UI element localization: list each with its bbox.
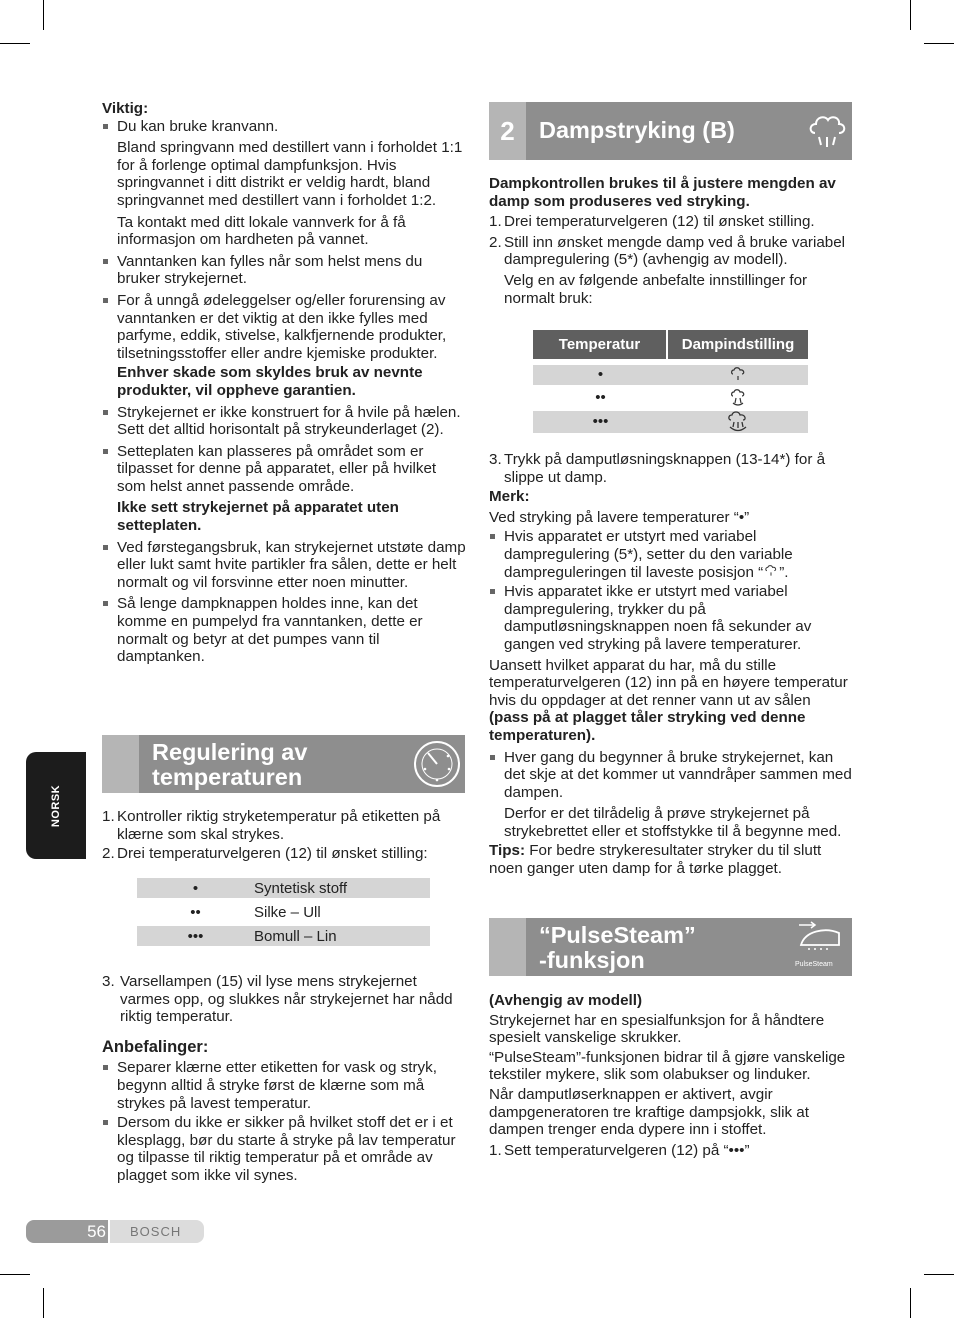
merk-list <box>489 528 854 653</box>
anbefalinger-heading: Anbefalinger: <box>102 1037 209 1056</box>
list-item: For å unngå ødeleggelser og/eller forurensing av vanntanken er det viktig at den ikke fylles med parfyme, eddik, stivelse, kalkfjernende produkter, tilsetningsstoffer eller andre kjemiske produkter. Enhver skade som skyldes bruk av nevnte produkter, vil oppheve garantien. <box>102 292 467 400</box>
crop-mark <box>0 1274 30 1275</box>
section-stub <box>102 735 139 793</box>
section-title: Regulering av temperaturen <box>152 739 308 790</box>
table-row <box>137 902 430 922</box>
list-item: Hver gang du begynner å bruke strykejernet, kan det skje at det kommer ut vanndråper sammen med dampen. Derfor er det tilrådelig å prøve strykejernet på strykebrettet eller et stoffstykke til å begynne med. <box>489 749 854 841</box>
table-cell-dots: ••• <box>137 926 254 946</box>
table-cell-fabric: Bomull – Lin <box>254 926 430 946</box>
list-item: Vanntanken kan fylles når som helst mens du bruker strykejernet. <box>102 253 467 288</box>
table-header-temp: Temperatur <box>533 330 666 359</box>
list-item: 3. Varsellampen (15) vil lyse mens strykejernet varmes opp, og slukkes når strykejernet har nådd riktig temperatur. <box>102 973 453 1026</box>
crop-mark <box>910 1288 911 1318</box>
brand-label: BOSCH <box>130 1224 182 1239</box>
list-item: 3. Trykk på damputløsningsknappen (13-14*) for å slippe ut damp. <box>489 451 826 486</box>
table-cell-dots: • <box>137 878 254 898</box>
list-item: Setteplaten kan plasseres på området som er tilpasset for denne på apparatet, eller på hvilket som helst annet passende område. Ikke sett strykejernet på apparatet uten setteplaten. <box>102 443 467 535</box>
table-cell-fabric: Syntetisk stoff <box>254 878 430 898</box>
list-item: Så lenge dampknappen holdes inne, kan det komme en pumpelyd fra vanntanken, dette er normalt og betyr at det pumpes vann til damptanken. <box>102 595 467 665</box>
avhengig-text: (Avhengig av modell) <box>489 992 643 1009</box>
language-tab <box>26 752 86 859</box>
list-item: 2. Drei temperaturvelgeren (12) til ønsket stilling: <box>102 845 428 863</box>
list-item: Strykejernet er ikke konstruert for å hvile på hælen. Sett det alltid horisontalt på strykeunderlaget (2). <box>102 404 467 439</box>
table-cell-fabric: Silke – Ull <box>254 903 321 921</box>
steam-table <box>533 330 808 433</box>
crop-mark <box>910 0 911 30</box>
section-number: 2 <box>489 102 526 160</box>
right-column-bottom: (Avhengig av modell) Strykejernet har en spesialfunksjon for å håndtere spesielt vanskelige skrukker. “PulseSteam”-funksjonen bidrar til å gjøre vanskelige tekstiler mykere, slik som olabukser og linduker. Når damputløserknappen er aktivert, avgir dampgeneratoren tre kraftige dampsjokk, slik at dampen trenger enda dypere inn i stoffet. 1. Sett temperaturvelgeren (12) på “•••” <box>489 992 854 1159</box>
pulsesteam-iron-icon <box>795 921 845 969</box>
section-title: “PulseSteam” -funksjon <box>539 922 696 973</box>
uansett-paragraph: Uansett hvilket apparat du har, må du stille temperaturvelgeren (12) inn på en høyere temperatur hvis du oppdager at det renner vann ut av sålen (pass på at plagget tåler stryking ved denne temperaturen). <box>489 656 848 744</box>
crop-mark <box>0 43 30 44</box>
list-item: 1. Kontroller riktig stryketemperatur på etiketten på klærne som skal strykes. <box>102 808 441 843</box>
table-row <box>137 878 430 898</box>
viktig-list <box>102 118 467 666</box>
crop-mark <box>43 1288 44 1318</box>
section-header-pulsesteam <box>489 918 852 976</box>
left-column-bottom <box>102 973 467 1185</box>
crop-mark <box>43 0 44 30</box>
table-row: • <box>533 365 808 385</box>
temperature-dial-icon <box>412 739 462 794</box>
steam-medium-icon <box>668 388 808 408</box>
right-column-top <box>489 175 854 307</box>
list-item: Ved førstegangsbruk, kan strykejernet utstøte damp eller lukt samt hvite partikler fra sålen, dette er helt normalt og vil forsvinne etter noen minutter. <box>102 539 467 592</box>
list-item: 2. Still inn ønsket mengde damp ved å bruke variabel dampregulering (5*) (avhengig av modell). Velg en av følgende anbefalte innstillinger for normalt bruk: <box>489 233 846 307</box>
steam-low-icon <box>763 565 779 578</box>
language-tab-label: NORSK <box>50 784 62 828</box>
table-row: •• <box>533 388 808 408</box>
temperature-steps <box>102 808 467 863</box>
list-item: 1. Drei temperaturvelgeren (12) til ønsket stilling. <box>489 213 815 231</box>
viktig-heading: Viktig: <box>102 100 149 117</box>
table-header <box>533 330 808 359</box>
list-item: Dersom du ikke er sikker på hvilket stoff det er i et klesplagg, bør du starte å stryke på lav temperatur og tilpasse til riktig temperatur på et område av plagget som ikke vil synes. <box>102 1114 467 1184</box>
table-header-steam: Dampindstilling <box>668 330 808 359</box>
temperature-table <box>137 874 430 950</box>
section-stub <box>489 918 526 976</box>
section-header-temperature <box>102 735 465 793</box>
section-header-steam <box>489 102 852 160</box>
list-item: 1. Sett temperaturvelgeren (12) på “•••” <box>489 1141 750 1159</box>
intro-text: Dampkontrollen brukes til å justere mengden av damp som produseres ved stryking. <box>489 175 836 210</box>
table-row: ••• <box>533 411 808 433</box>
anbefalinger-list <box>102 1059 467 1184</box>
page-number: 56 <box>87 1222 106 1241</box>
section-title: Dampstryking (B) <box>539 117 735 143</box>
list-item: Separer klærne etter etiketten for vask og stryk, begynn alltid å stryke først de klærne som må strykes på lavest temperatur. <box>102 1059 467 1112</box>
crop-mark <box>924 43 954 44</box>
table-row <box>137 926 430 946</box>
left-column-steps <box>102 808 467 863</box>
steam-high-icon <box>668 411 808 433</box>
list-item: Hvis apparatet er utstyrt med variabel dampregulering (5*), setter du den variable dampreguleringen til laveste posisjon “ ”. <box>489 528 854 581</box>
steam-cloud-icon <box>807 111 847 156</box>
tips-paragraph: Tips: For bedre strykeresultater stryker du til slutt noen ganger uten damp for å tørke plagget. <box>489 842 822 878</box>
list-item: Du kan bruke kranvann. Bland springvann med destillert vann i forholdet 1:1 for å forlenge optimal dampfunksjon. Hvis springvannet i ditt distrikt er veldig hardt, bland springvannet med destillert vann i forholdet 1:2. Ta kontakt med ditt lokale vannverk for å få informasjon om hardheten på vannet. <box>102 118 467 249</box>
steam-low-icon <box>668 365 808 385</box>
page-footer <box>26 1220 204 1243</box>
merk-heading: Merk: <box>489 488 530 506</box>
right-column-middle <box>489 451 854 878</box>
list-item: Hvis apparatet ikke er utstyrt med variabel dampregulering, trykker du på damputløsningsknappen noen få sekunder av gangen ved stryking på lavere temperaturer. <box>489 583 854 653</box>
crop-mark <box>924 1274 954 1275</box>
left-column-top <box>102 100 467 666</box>
table-cell-dots: •• <box>190 903 201 921</box>
merk-line: Ved stryking på lavere temperaturer “•” <box>489 508 750 526</box>
pulsesteam-icon-label: PulseSteam <box>795 961 833 968</box>
